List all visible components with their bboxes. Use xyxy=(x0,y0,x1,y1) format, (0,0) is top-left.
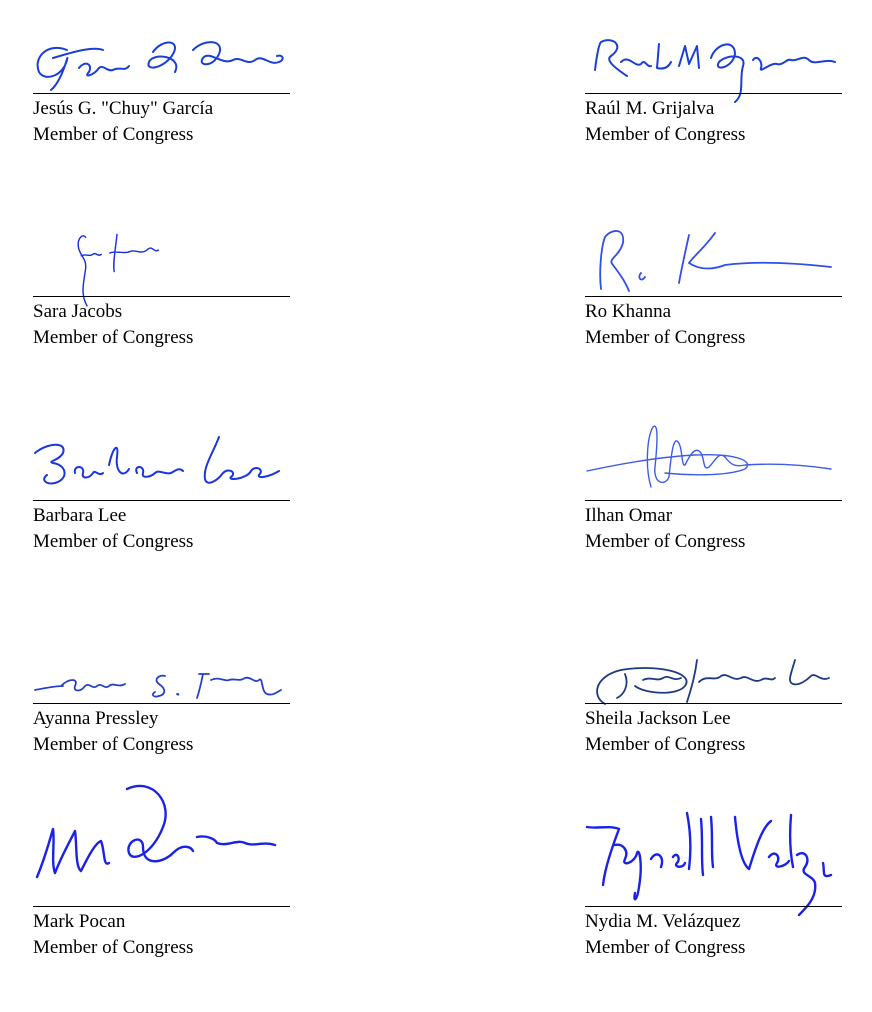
signer-name: Mark Pocan xyxy=(33,911,126,932)
signer-title: Member of Congress xyxy=(33,124,194,145)
signature-block-lee xyxy=(33,417,291,567)
signature-line xyxy=(585,500,842,501)
signer-name: Sara Jacobs xyxy=(33,301,123,322)
signature-line xyxy=(33,703,290,704)
handwritten-signature xyxy=(585,10,843,110)
signature-line xyxy=(33,93,290,94)
signer-name: Ro Khanna xyxy=(585,301,672,322)
signature-line xyxy=(33,296,290,297)
handwritten-signature xyxy=(585,213,843,313)
signer-name: Nydia M. Velázquez xyxy=(585,911,741,932)
signature-block-jacobs xyxy=(33,213,291,363)
signer-title: Member of Congress xyxy=(33,327,194,348)
signer-title: Member of Congress xyxy=(585,124,746,145)
signature-line xyxy=(585,93,842,94)
signature-block-pressley xyxy=(33,620,291,770)
signature-block-pocan xyxy=(33,823,291,973)
signature-line xyxy=(585,703,842,704)
handwritten-signature xyxy=(33,10,291,110)
signer-name: Ayanna Pressley xyxy=(33,708,159,729)
signature-line xyxy=(585,906,842,907)
signer-name: Ilhan Omar xyxy=(585,505,673,526)
signer-name: Jesús G. "Chuy" García xyxy=(33,98,214,119)
signature-line xyxy=(33,500,290,501)
handwritten-signature xyxy=(33,823,291,923)
signer-title: Member of Congress xyxy=(585,937,746,958)
signature-block-omar xyxy=(585,417,843,567)
signature-block-jackson-lee xyxy=(585,620,843,770)
signer-title: Member of Congress xyxy=(33,734,194,755)
signer-title: Member of Congress xyxy=(33,937,194,958)
signer-title: Member of Congress xyxy=(585,327,746,348)
handwritten-signature xyxy=(585,620,843,720)
signer-name: Sheila Jackson Lee xyxy=(585,708,731,729)
signature-block-garcia xyxy=(33,10,291,160)
signature-block-khanna xyxy=(585,213,843,363)
signature-block-velazquez xyxy=(585,823,843,973)
handwritten-signature xyxy=(585,823,843,923)
signer-name: Raúl M. Grijalva xyxy=(585,98,715,119)
handwritten-signature xyxy=(585,417,843,517)
signer-name: Barbara Lee xyxy=(33,505,127,526)
signer-title: Member of Congress xyxy=(33,531,194,552)
signature-block-grijalva xyxy=(585,10,843,160)
handwritten-signature xyxy=(33,620,291,720)
signer-title: Member of Congress xyxy=(585,734,746,755)
handwritten-signature xyxy=(33,213,291,313)
signature-line xyxy=(585,296,842,297)
signature-line xyxy=(33,906,290,907)
signer-title: Member of Congress xyxy=(585,531,746,552)
handwritten-signature xyxy=(33,417,291,517)
